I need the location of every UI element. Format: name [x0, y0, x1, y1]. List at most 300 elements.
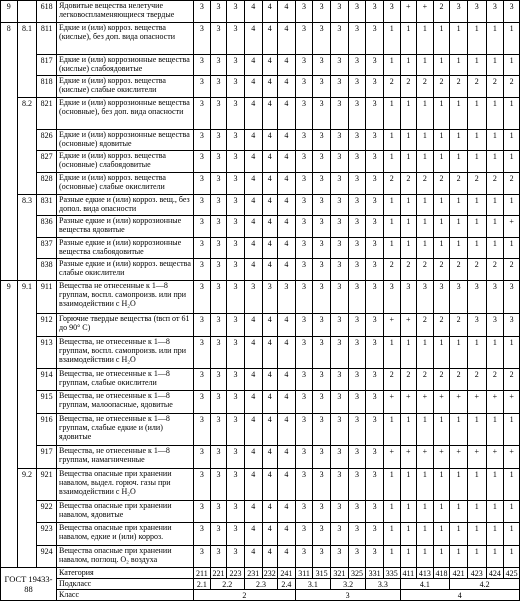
- compatibility-value: 2: [417, 368, 434, 391]
- compatibility-value: 3: [366, 1, 384, 23]
- category-code: 921: [37, 468, 57, 500]
- substance-description: Едкие и (или) коррозионные вещества (основные) ядовитые: [57, 129, 194, 151]
- compatibility-value: 1: [486, 414, 504, 446]
- compatibility-value: 1: [417, 523, 434, 546]
- compatibility-value: 3: [194, 336, 211, 368]
- substance-description: Едкие и (или) корроз. вещества (основные) слабые окислители: [57, 172, 194, 194]
- table-row: [1, 546, 520, 568]
- category-code: 828: [37, 172, 57, 194]
- compatibility-value: 1: [433, 414, 450, 446]
- compatibility-value: 1: [467, 468, 486, 500]
- compatibility-value: 1: [417, 129, 434, 151]
- compatibility-value: 3: [210, 336, 227, 368]
- compatibility-value: 3: [194, 216, 211, 238]
- compatibility-value: 3: [348, 259, 366, 281]
- compatibility-value: 1: [417, 546, 434, 568]
- compatibility-value: 3: [295, 129, 313, 151]
- compatibility-value: 3: [504, 1, 520, 23]
- category-code: 838: [37, 259, 57, 281]
- compatibility-value: 3: [295, 368, 313, 391]
- compatibility-value: +: [450, 391, 468, 414]
- compatibility-value: 3: [210, 129, 227, 151]
- compatibility-value: 3: [210, 76, 227, 98]
- compatibility-value: +: [504, 216, 520, 238]
- compatibility-value: 4: [262, 22, 278, 54]
- compatibility-value: 3: [348, 1, 366, 23]
- compatibility-value: 3: [313, 76, 331, 98]
- subclass-code: 4.2: [450, 579, 520, 590]
- compatibility-value: 4: [262, 523, 278, 546]
- compatibility-value: 1: [433, 194, 450, 216]
- substance-description: Вещества опасные при хранении навалом, ядовитые: [57, 500, 194, 523]
- compatibility-value: 1: [486, 523, 504, 546]
- compatibility-value: 3: [467, 1, 486, 23]
- compatibility-value: 4: [244, 336, 262, 368]
- compatibility-value: 2: [383, 76, 400, 98]
- table-row: [1, 446, 520, 469]
- compatibility-value: 3: [366, 446, 384, 469]
- substance-description: Разные едкие и (или) корроз. вещ., без допол. вида опасности: [57, 194, 194, 216]
- table-row: [1, 259, 520, 281]
- compatibility-value: 1: [400, 523, 417, 546]
- category-code: 827: [37, 151, 57, 173]
- compatibility-value: 1: [400, 237, 417, 259]
- compatibility-value: 3: [295, 546, 313, 568]
- compatibility-value: 3: [313, 22, 331, 54]
- compatibility-value: 3: [210, 259, 227, 281]
- compatibility-value: 1: [504, 194, 520, 216]
- subclass-code: 2.1: [194, 579, 211, 590]
- compatibility-value: 3: [194, 259, 211, 281]
- category-code: 411: [400, 568, 417, 579]
- compatibility-value: 4: [262, 172, 278, 194]
- compatibility-value: 1: [467, 336, 486, 368]
- compatibility-value: 1: [433, 216, 450, 238]
- compatibility-value: 3: [210, 500, 227, 523]
- compatibility-value: 3: [295, 237, 313, 259]
- subclass-code: 3.1: [295, 579, 330, 590]
- compatibility-value: 3: [210, 54, 227, 76]
- category-code: 321: [331, 568, 349, 579]
- compatibility-value: 3: [366, 54, 384, 76]
- category-code: 413: [417, 568, 434, 579]
- compatibility-value: 4: [262, 76, 278, 98]
- compatibility-value: 3: [366, 368, 384, 391]
- compatibility-value: 3: [210, 546, 227, 568]
- table-row: [1, 172, 520, 194]
- compatibility-value: 4: [244, 259, 262, 281]
- compatibility-value: 3: [295, 172, 313, 194]
- compatibility-value: 1: [450, 194, 468, 216]
- compatibility-value: 2: [467, 76, 486, 98]
- compatibility-value: +: [450, 446, 468, 469]
- compatibility-value: 3: [194, 1, 211, 23]
- compatibility-value: 3: [313, 546, 331, 568]
- table-row: [1, 1, 520, 23]
- subclass-code: 4.1: [400, 579, 450, 590]
- compatibility-value: 3: [348, 523, 366, 546]
- compatibility-value: 3: [295, 468, 313, 500]
- compatibility-value: 3: [295, 1, 313, 23]
- compatibility-value: 1: [450, 336, 468, 368]
- compatibility-value: 2: [486, 172, 504, 194]
- compatibility-value: 3: [313, 172, 331, 194]
- compatibility-value: 1: [433, 468, 450, 500]
- compatibility-value: 4: [278, 546, 296, 568]
- compatibility-value: 3: [210, 237, 227, 259]
- table-row: [1, 314, 520, 337]
- compatibility-value: 2: [450, 172, 468, 194]
- compatibility-value: +: [433, 446, 450, 469]
- compatibility-value: 3: [486, 1, 504, 23]
- compatibility-value: 2: [433, 368, 450, 391]
- compatibility-value: 1: [486, 151, 504, 173]
- compatibility-value: 3: [504, 281, 520, 314]
- compatibility-value: 2: [486, 76, 504, 98]
- compatibility-value: 3: [331, 446, 349, 469]
- compatibility-value: 3: [313, 259, 331, 281]
- compatibility-value: 1: [417, 97, 434, 129]
- compatibility-value: 1: [383, 500, 400, 523]
- category-code: 241: [278, 568, 296, 579]
- table-row: [1, 281, 520, 314]
- compatibility-value: 3: [313, 1, 331, 23]
- compatibility-value: 1: [467, 237, 486, 259]
- compatibility-value: 1: [383, 194, 400, 216]
- category-code: 923: [37, 523, 57, 546]
- compatibility-value: 1: [467, 54, 486, 76]
- compatibility-value: 3: [295, 22, 313, 54]
- compatibility-value: 4: [244, 446, 262, 469]
- compatibility-value: 4: [244, 468, 262, 500]
- compatibility-value: 3: [383, 281, 400, 314]
- compatibility-value: 3: [433, 281, 450, 314]
- category-code: 231: [244, 568, 262, 579]
- compatibility-value: 1: [383, 151, 400, 173]
- class-number: 9: [1, 281, 18, 568]
- compatibility-value: 3: [227, 194, 245, 216]
- compatibility-value: 1: [450, 523, 468, 546]
- compatibility-value: 4: [244, 1, 262, 23]
- compatibility-value: 1: [467, 151, 486, 173]
- category-code: 914: [37, 368, 57, 391]
- substance-description: Вещества, не отнесенные к 1—8 группам, слабые едкие и (или) ядовитые: [57, 414, 194, 446]
- compatibility-value: 4: [262, 216, 278, 238]
- compatibility-value: 1: [433, 97, 450, 129]
- compatibility-value: 3: [313, 194, 331, 216]
- category-code: 315: [313, 568, 331, 579]
- compatibility-value: 3: [227, 76, 245, 98]
- compatibility-value: 2: [450, 368, 468, 391]
- compatibility-value: 3: [295, 151, 313, 173]
- compatibility-value: 1: [417, 237, 434, 259]
- compatibility-value: 4: [278, 523, 296, 546]
- compatibility-value: 3: [366, 22, 384, 54]
- compatibility-value: 1: [450, 22, 468, 54]
- compatibility-value: 1: [383, 129, 400, 151]
- category-code: 811: [37, 22, 57, 54]
- compatibility-value: 4: [278, 97, 296, 129]
- compatibility-value: 4: [244, 129, 262, 151]
- compatibility-value: 3: [227, 129, 245, 151]
- compatibility-value: 1: [450, 216, 468, 238]
- compatibility-value: 1: [433, 546, 450, 568]
- substance-description: Вещества, не отнесенные к 1—8 группам, малоопасные, ядовитые: [57, 391, 194, 414]
- category-code: 424: [486, 568, 504, 579]
- compatibility-value: 3: [194, 523, 211, 546]
- subclass-number: 8.2: [17, 97, 37, 194]
- compatibility-value: 1: [417, 22, 434, 54]
- compatibility-value: 3: [450, 1, 468, 23]
- compatibility-value: 3: [331, 259, 349, 281]
- compatibility-value: +: [504, 391, 520, 414]
- compatibility-value: 4: [262, 1, 278, 23]
- compatibility-value: 1: [450, 54, 468, 76]
- compatibility-value: 1: [417, 336, 434, 368]
- compatibility-value: 3: [210, 216, 227, 238]
- class-code: 3: [295, 590, 400, 601]
- compatibility-value: 2: [433, 1, 450, 23]
- subclass-label: Подкласс: [57, 579, 194, 590]
- compatibility-value: 4: [278, 391, 296, 414]
- compatibility-value: +: [433, 391, 450, 414]
- compatibility-value: 3: [366, 216, 384, 238]
- compatibility-value: 4: [278, 500, 296, 523]
- table-row: [1, 336, 520, 368]
- compatibility-value: 3: [227, 22, 245, 54]
- compatibility-value: 3: [210, 97, 227, 129]
- category-code: 826: [37, 129, 57, 151]
- compatibility-value: 3: [331, 151, 349, 173]
- compatibility-value: 2: [504, 172, 520, 194]
- compatibility-value: +: [504, 446, 520, 469]
- table-row: [1, 368, 520, 391]
- compatibility-value: 4: [244, 22, 262, 54]
- compatibility-value: 3: [295, 391, 313, 414]
- compatibility-value: 2: [467, 368, 486, 391]
- compatibility-value: 2: [450, 76, 468, 98]
- compatibility-value: 3: [348, 237, 366, 259]
- compatibility-value: 1: [486, 336, 504, 368]
- compatibility-value: 3: [194, 194, 211, 216]
- compatibility-value: 2: [504, 259, 520, 281]
- compatibility-value: 1: [486, 468, 504, 500]
- compatibility-value: 3: [348, 97, 366, 129]
- compatibility-value: 3: [295, 336, 313, 368]
- compatibility-value: 3: [366, 76, 384, 98]
- compatibility-value: +: [383, 446, 400, 469]
- compatibility-value: 3: [313, 151, 331, 173]
- compatibility-value: 2: [417, 172, 434, 194]
- compatibility-value: 3: [348, 368, 366, 391]
- compatibility-value: 3: [331, 523, 349, 546]
- compatibility-value: 3: [295, 414, 313, 446]
- subclass-code: 3.3: [366, 579, 400, 590]
- compatibility-value: 4: [244, 500, 262, 523]
- compatibility-value: 3: [366, 391, 384, 414]
- compatibility-value: 4: [262, 391, 278, 414]
- compatibility-value: 4: [278, 216, 296, 238]
- compatibility-value: 4: [262, 414, 278, 446]
- compatibility-value: 1: [417, 54, 434, 76]
- compatibility-value: 1: [400, 468, 417, 500]
- compatibility-value: 3: [227, 368, 245, 391]
- compatibility-value: 2: [417, 76, 434, 98]
- class-label: Класс: [57, 590, 194, 601]
- subclass-code: 3.2: [331, 579, 366, 590]
- compatibility-value: 3: [227, 1, 245, 23]
- compatibility-value: 3: [331, 314, 349, 337]
- compatibility-value: 1: [433, 22, 450, 54]
- compatibility-value: 3: [227, 151, 245, 173]
- compatibility-value: 3: [366, 281, 384, 314]
- compatibility-value: 1: [486, 216, 504, 238]
- category-label: Категория: [57, 568, 194, 579]
- compatibility-value: 1: [504, 22, 520, 54]
- subclass-number: [17, 1, 37, 23]
- compatibility-value: 1: [383, 97, 400, 129]
- table-row: [1, 129, 520, 151]
- compatibility-value: 4: [262, 129, 278, 151]
- compatibility-value: 1: [433, 237, 450, 259]
- compatibility-value: 3: [295, 259, 313, 281]
- category-code: 917: [37, 446, 57, 469]
- subclass-number: 9.1: [17, 281, 37, 469]
- category-code: 818: [37, 76, 57, 98]
- compatibility-value: 4: [244, 523, 262, 546]
- compatibility-value: 3: [227, 172, 245, 194]
- compatibility-value: 3: [366, 237, 384, 259]
- compatibility-value: 1: [467, 414, 486, 446]
- compatibility-value: 1: [486, 129, 504, 151]
- compatibility-value: 1: [383, 523, 400, 546]
- category-code: 421: [450, 568, 468, 579]
- compatibility-value: 1: [417, 151, 434, 173]
- compatibility-value: +: [400, 1, 417, 23]
- compatibility-value: 3: [348, 546, 366, 568]
- table-row: [1, 97, 520, 129]
- compatibility-value: 3: [210, 22, 227, 54]
- compatibility-value: 3: [331, 76, 349, 98]
- compatibility-value: 2: [417, 259, 434, 281]
- compatibility-value: 1: [417, 216, 434, 238]
- compatibility-value: 3: [194, 446, 211, 469]
- substance-description: Ядовитые вещества нелетучие легковоспламеняющиеся твердые: [57, 1, 194, 23]
- compatibility-value: 4: [244, 194, 262, 216]
- category-code: 911: [37, 281, 57, 314]
- compatibility-value: 4: [244, 54, 262, 76]
- class-code: 4: [400, 590, 519, 601]
- compatibility-value: +: [383, 314, 400, 337]
- compatibility-value: 1: [504, 151, 520, 173]
- compatibility-value: 4: [262, 314, 278, 337]
- category-code: 425: [505, 568, 518, 578]
- compatibility-value: 3: [313, 468, 331, 500]
- category-code: 924: [37, 546, 57, 568]
- subclass-code: 2.3: [244, 579, 277, 590]
- category-code: 922: [37, 500, 57, 523]
- compatibility-value: +: [486, 391, 504, 414]
- compatibility-value: 3: [227, 54, 245, 76]
- compatibility-value: 1: [400, 414, 417, 446]
- compatibility-value: 1: [400, 336, 417, 368]
- compatibility-value: 1: [400, 194, 417, 216]
- compatibility-value: 3: [366, 523, 384, 546]
- compatibility-value: 4: [278, 414, 296, 446]
- class-number: 8: [1, 22, 18, 280]
- compatibility-value: 1: [504, 500, 520, 523]
- compatibility-value: 3: [331, 500, 349, 523]
- compatibility-value: 1: [400, 546, 417, 568]
- substance-description: Едкие и (или) корроз. вещества (основные) слабоядовитые: [57, 151, 194, 173]
- compatibility-value: 2: [450, 259, 468, 281]
- compatibility-value: 3: [194, 172, 211, 194]
- compatibility-value: 3: [210, 368, 227, 391]
- compatibility-value: 2: [383, 259, 400, 281]
- compatibility-value: 1: [467, 523, 486, 546]
- compatibility-value: 3: [348, 216, 366, 238]
- substance-description: Разные едкие и (или) корроз. вещества слабые окислители: [57, 259, 194, 281]
- compatibility-value: 3: [331, 1, 349, 23]
- compatibility-value: 1: [400, 22, 417, 54]
- category-code: 915: [37, 391, 57, 414]
- compatibility-value: 3: [295, 97, 313, 129]
- substance-description: Вещества опасные при хранении навалом, поглощ. O₂ воздуха: [57, 546, 194, 568]
- compatibility-value: 3: [366, 468, 384, 500]
- compatibility-value: 4: [278, 468, 296, 500]
- compatibility-value: 3: [348, 281, 366, 314]
- compatibility-value: 3: [366, 500, 384, 523]
- compatibility-value: 4: [262, 151, 278, 173]
- compatibility-value: 1: [504, 237, 520, 259]
- table-row: [1, 151, 520, 173]
- compatibility-value: 3: [348, 129, 366, 151]
- compatibility-value: 2: [433, 76, 450, 98]
- compatibility-value: 4: [244, 237, 262, 259]
- compatibility-value: 1: [417, 468, 434, 500]
- compatibility-value: 3: [313, 314, 331, 337]
- compatibility-value: 4: [262, 237, 278, 259]
- substance-description: Едкие и (или) корроз. вещества (кислые) слабые окислители: [57, 76, 194, 98]
- compatibility-value: 3: [486, 314, 504, 337]
- compatibility-value: 3: [366, 172, 384, 194]
- compatibility-value: 1: [417, 500, 434, 523]
- compatibility-value: +: [467, 446, 486, 469]
- subclass-code: 2.2: [210, 579, 244, 590]
- compatibility-value: 1: [486, 194, 504, 216]
- category-code: 232: [263, 568, 276, 578]
- compatibility-value: +: [400, 391, 417, 414]
- compatibility-value: 3: [210, 314, 227, 337]
- compatibility-value: 4: [262, 97, 278, 129]
- compatibility-value: +: [417, 446, 434, 469]
- compatibility-value: 3: [331, 172, 349, 194]
- compatibility-value: 3: [331, 237, 349, 259]
- compatibility-value: 3: [295, 314, 313, 337]
- compatibility-value: 1: [486, 22, 504, 54]
- compatibility-value: 2: [467, 259, 486, 281]
- compatibility-value: 1: [486, 54, 504, 76]
- compatibility-value: 1: [383, 54, 400, 76]
- compatibility-value: 4: [278, 314, 296, 337]
- gost-label: ГОСТ 19433-88: [1, 568, 57, 601]
- compatibility-value: 1: [383, 546, 400, 568]
- compatibility-value: 3: [383, 1, 400, 23]
- compatibility-value: 3: [313, 446, 331, 469]
- compatibility-value: 1: [467, 546, 486, 568]
- compatibility-value: 3: [348, 151, 366, 173]
- compatibility-value: 3: [210, 281, 227, 314]
